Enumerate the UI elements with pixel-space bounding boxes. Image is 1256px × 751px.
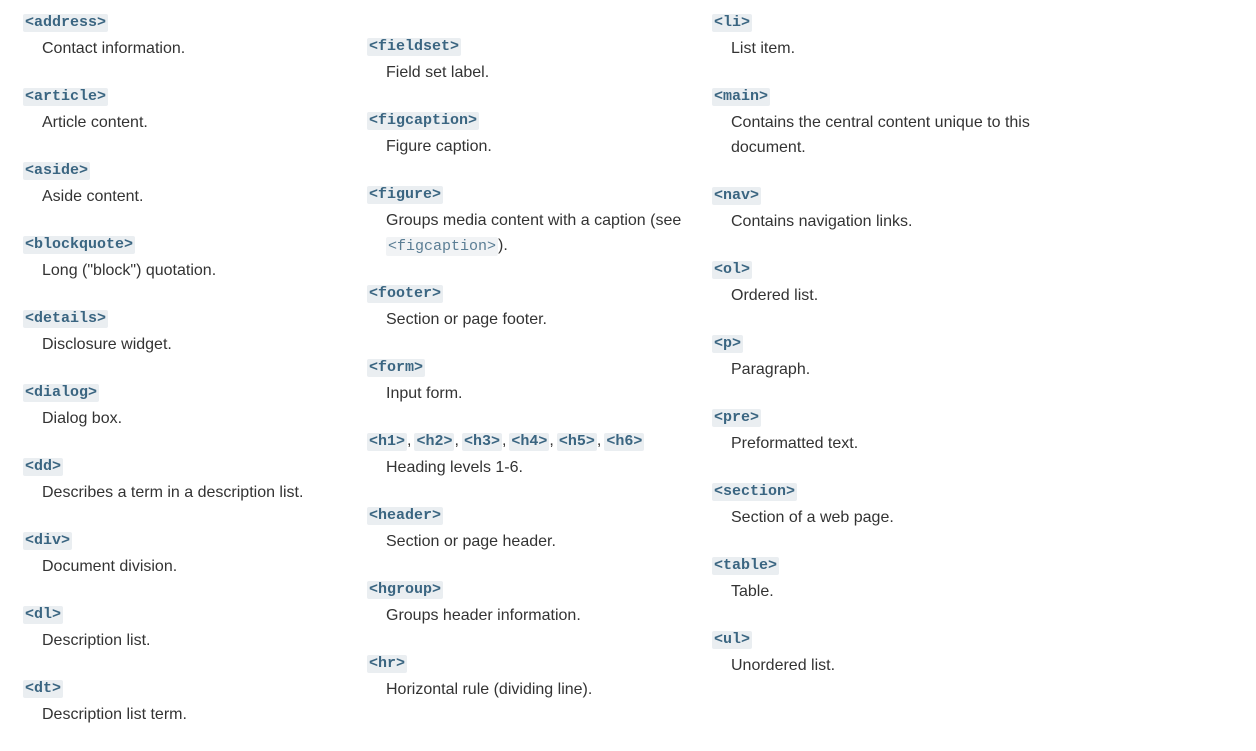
description-text: Contains navigation links. [731,213,913,230]
element-description [731,36,1042,61]
tag-dt: <dt> [25,680,62,697]
description-text: Long ("block") quotation. [42,262,217,279]
tag-main: <main> [714,88,769,105]
element-description [42,36,343,61]
element-term [712,480,1042,502]
description-text: Heading levels 1-6. [386,459,523,476]
separator: , [549,432,554,449]
element-description [42,554,343,579]
element-entry-address [23,11,343,61]
tag-ul: <ul> [714,631,751,648]
tag-figure: <figure> [369,186,442,203]
element-term [712,11,1042,33]
element-term [712,332,1042,354]
column-1 [23,11,343,751]
element-description [386,208,687,258]
description-text: Section or page header. [386,533,556,550]
tag-section: <section> [714,483,796,500]
element-entry-pre [712,406,1042,456]
element-entry-main [712,85,1042,160]
tag-pre: <pre> [714,409,760,426]
element-term [712,184,1042,206]
element-description [42,110,343,135]
element-term [712,258,1042,280]
tag-table: <table> [714,557,778,574]
description-text: List item. [731,40,796,57]
element-description [42,702,343,727]
element-description [731,209,1042,234]
element-entry-dt [23,677,343,727]
element-entry-dl [23,603,343,653]
element-term [712,85,1042,107]
tag-figcaption: <figcaption> [369,112,478,129]
element-entry-nav [712,184,1042,234]
element-entry-h1-h2-h3-h4-h5-h6 [367,430,687,480]
description-text: Groups header information. [386,607,581,624]
element-term [367,578,687,600]
description-text: Unordered list. [731,657,836,674]
element-description [386,677,687,702]
description-text: Dialog box. [42,410,123,427]
element-description [42,258,343,283]
tag-li: <li> [714,14,751,31]
element-entry-p [712,332,1042,382]
element-entry-blockquote [23,233,343,283]
tag-dialog: <dialog> [25,384,98,401]
tag-h1: <h1> [369,433,406,450]
element-entry-div [23,529,343,579]
element-term [712,554,1042,576]
tag-hr: <hr> [369,655,406,672]
element-term [712,628,1042,650]
element-term [23,11,343,33]
element-description [731,653,1042,678]
element-description [731,579,1042,604]
description-suffix: ). [498,237,508,254]
description-text: Ordered list. [731,287,819,304]
element-description [42,480,343,505]
tag-header: <header> [369,507,442,524]
element-entry-figure [367,183,687,258]
element-entry-hr [367,652,687,702]
element-description [386,603,687,628]
tag-dl: <dl> [25,606,62,623]
description-text: Document division. [42,558,178,575]
element-entry-table [712,554,1042,604]
element-entry-fieldset [367,35,687,85]
description-text: Groups media content with a caption (see [386,212,682,229]
element-description [731,357,1042,382]
element-entry-figcaption [367,109,687,159]
element-term [23,381,343,403]
tag-blockquote: <blockquote> [25,236,134,253]
description-text: Description list term. [42,706,187,723]
description-text: Section or page footer. [386,311,547,328]
element-entry-footer [367,282,687,332]
tag-address: <address> [25,14,107,31]
element-description [386,381,687,406]
element-entry-dialog [23,381,343,431]
element-description [386,529,687,554]
element-term [367,652,687,674]
description-text: Description list. [42,632,151,649]
description-text: Disclosure widget. [42,336,172,353]
description-text: Table. [731,583,774,600]
description-text: Preformatted text. [731,435,859,452]
description-text: Paragraph. [731,361,811,378]
description-text: Horizontal rule (dividing line). [386,681,593,698]
separator: , [407,432,412,449]
element-entry-ol [712,258,1042,308]
element-term [23,159,343,181]
element-term [23,307,343,329]
tag-dd: <dd> [25,458,62,475]
description-text: Input form. [386,385,463,402]
element-term [367,430,687,452]
tag-h5: <h5> [558,433,595,450]
element-description [386,60,687,85]
element-description [42,628,343,653]
tag-h4: <h4> [511,433,548,450]
element-description [386,134,687,159]
tag-nav: <nav> [714,187,760,204]
element-term [367,109,687,131]
tag-h6: <h6> [606,433,643,450]
element-entry-li [712,11,1042,61]
tag-div: <div> [25,532,71,549]
element-description [42,406,343,431]
element-term [23,85,343,107]
column-2 [367,35,687,726]
element-entry-header [367,504,687,554]
element-term [367,35,687,57]
tag-h2: <h2> [416,433,453,450]
element-description [386,455,687,480]
element-term [23,677,343,699]
column-3 [712,11,1042,702]
tag-fieldset: <fieldset> [369,38,460,55]
separator: , [596,432,602,449]
element-description [731,505,1042,530]
separator: , [501,432,507,449]
element-description [731,110,1042,160]
tag-details: <details> [25,310,107,327]
tag-hgroup: <hgroup> [369,581,442,598]
element-entry-hgroup [367,578,687,628]
description-text: Contact information. [42,40,186,57]
element-term [367,282,687,304]
separator: , [454,432,459,449]
element-entry-article [23,85,343,135]
element-description [42,184,343,209]
element-term [712,406,1042,428]
tag-aside: <aside> [25,162,89,179]
tag-article: <article> [25,88,107,105]
element-term [367,504,687,526]
element-entry-aside [23,159,343,209]
description-text: Describes a term in a description list. [42,484,304,501]
element-term [367,183,687,205]
element-entry-ul [712,628,1042,678]
element-term [23,233,343,255]
element-description [731,283,1042,308]
element-term [367,356,687,378]
element-entry-form [367,356,687,406]
tag-footer: <footer> [369,285,442,302]
description-text: Figure caption. [386,138,492,155]
tag-h3: <h3> [463,433,500,450]
element-term [23,529,343,551]
element-term [23,455,343,477]
element-entry-section [712,480,1042,530]
element-term [23,603,343,625]
description-text: Article content. [42,114,148,131]
element-entry-dd [23,455,343,505]
description-text: Contains the central content unique to this document. [731,114,1030,156]
element-description [386,307,687,332]
tag-ol: <ol> [714,261,751,278]
element-description [42,332,343,357]
element-description [731,431,1042,456]
description-text: Section of a web page. [731,509,894,526]
inline-code-figcaption: <figcaption> [388,238,497,255]
tag-p: <p> [714,335,742,352]
description-text: Aside content. [42,188,144,205]
tag-form: <form> [369,359,424,376]
element-entry-details [23,307,343,357]
description-text: Field set label. [386,64,490,81]
